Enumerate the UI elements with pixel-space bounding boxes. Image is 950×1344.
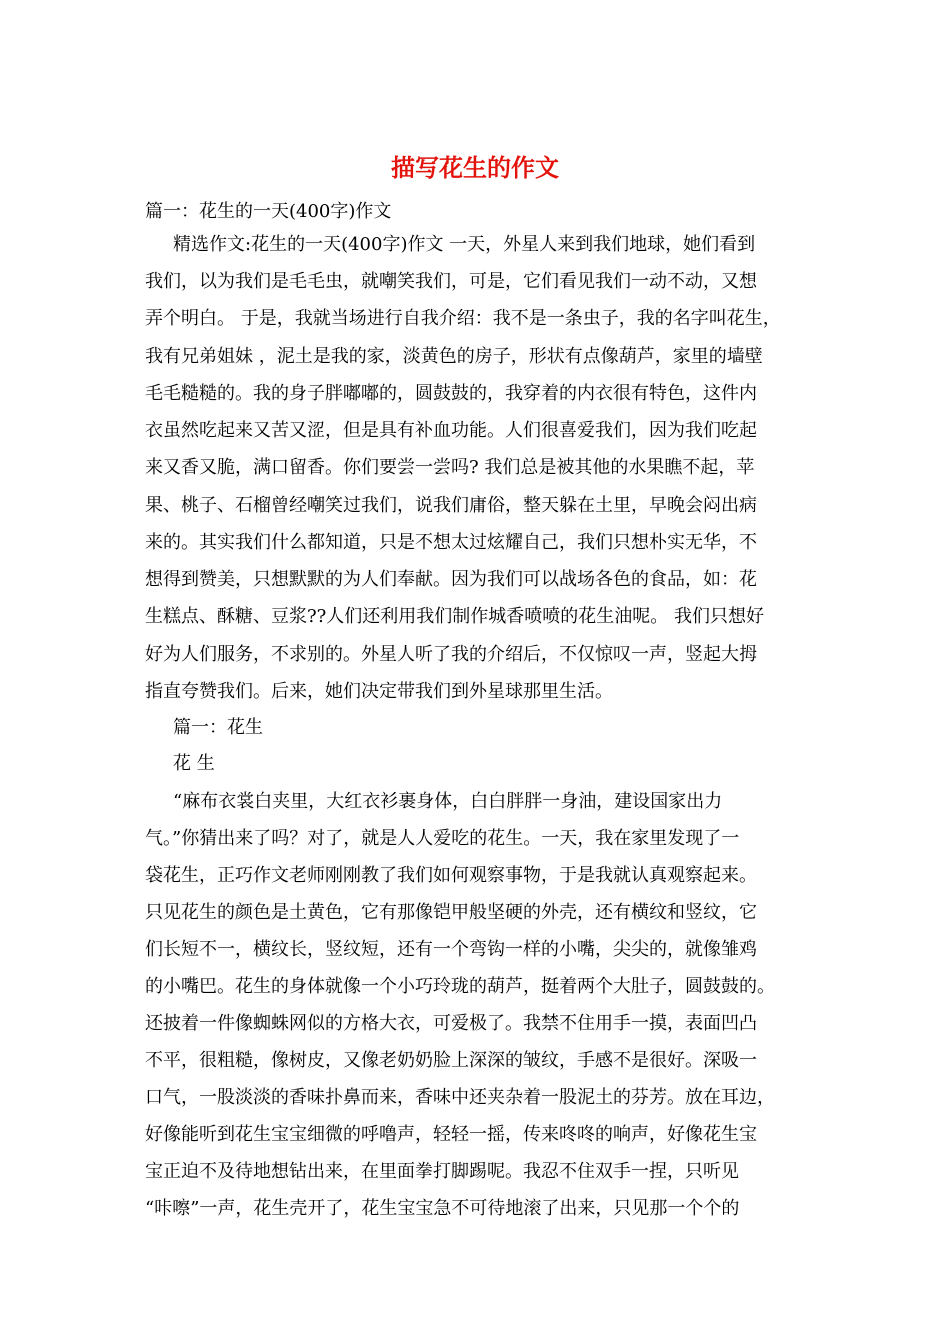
text-line-8: 来又香又脆，满口留香。你们要尝一尝吗? 我们总是被其他的水果瞧不起，苹 [145,457,755,478]
text-line-26: 好像能听到花生宝宝细微的呼噜声，轻轻一摇，传来咚咚的响声，好像花生宝 [145,1124,757,1145]
essay-title: 花 生 [173,753,215,774]
text-line-13: 好为人们服务，不求别的。外星人听了我的介绍后，不仅惊叹一声，竖起大拇 [145,644,757,665]
text-line-27: 宝正迫不及待地想钻出来，在里面拳打脚踢呢。我忍不住双手一捏，只听见 [145,1161,739,1182]
text-line-22: 的小嘴巴。花生的身体就像一个小巧玲珑的葫芦，挺着两个大肚子，圆鼓鼓的。 [145,976,775,997]
text-line-17: “麻布衣裳白夹里，大红衣衫裹身体，白白胖胖一身油，建设国家出力 [173,791,723,812]
text-line-20: 只见花生的颜色是土黄色，它有那像铠甲般坚硬的外壳，还有横纹和竖纹，它 [145,902,757,923]
text-line-25: 口气，一股淡淡的香味扑鼻而来，香味中还夹杂着一股泥土的芬芳。放在耳边， [145,1087,775,1108]
text-line-21: 们长短不一，横纹长，竖纹短，还有一个弯钩一样的小嘴，尖尖的，就像雏鸡 [145,939,757,960]
document-title: 描写花生的作文 [391,153,559,182]
text-line-28: “咔嚓”一声，花生壳开了，花生宝宝急不可待地滚了出来，只见那一个个的 [145,1198,740,1219]
text-line-5: 我有兄弟姐妹 ，泥土是我的家，淡黄色的房子，形状有点像葫芦，家里的墙壁 [145,346,763,367]
text-line-10: 来的。其实我们什么都知道，只是不想太过炫耀自己，我们只想朴实无华，不 [145,532,757,553]
text-line-9: 果、桃子、石榴曾经嘲笑过我们，说我们庸俗，整天躲在土里，早晚会闷出病 [145,495,757,516]
text-line-1: 篇一：花生的一天(400字)作文 [145,201,392,222]
text-line-11: 想得到赞美，只想默默的为人们奉献。因为我们可以战场各色的食品，如：花 [145,569,757,590]
text-line-3: 我们，以为我们是毛毛虫，就嘲笑我们，可是，它们看见我们一动不动，又想 [145,271,757,292]
text-line-23: 还披着一件像蜘蛛网似的方格大衣，可爱极了。我禁不住用手一摸，表面凹凸 [145,1013,757,1034]
text-line-4: 弄个明白。 于是，我就当场进行自我介绍：我不是一条虫子，我的名字叫花生， [145,308,781,329]
text-line-12: 生糕点、酥糖、豆浆??人们还利用我们制作城香喷喷的花生油呢。 我们只想好 [145,606,765,627]
text-line-19: 袋花生，正巧作文老师刚刚教了我们如何观察事物，于是我就认真观察起来。 [145,865,757,886]
text-line-2: 精选作文:花生的一天(400字)作文 一天，外星人来到我们地球，她们看到 [173,234,756,255]
text-line-18: 气。”你猜出来了吗？对了，就是人人爱吃的花生。一天，我在家里发现了一 [145,828,740,849]
text-line-24: 不平，很粗糙，像树皮，又像老奶奶脸上深深的皱纹，手感不是很好。深吸一 [145,1050,757,1071]
text-line-14: 指直夸赞我们。后来，她们决定带我们到外星球那里生活。 [145,681,613,702]
section-heading: 篇一：花生 [173,717,263,738]
text-line-6: 毛毛糙糙的。我的身子胖嘟嘟的，圆鼓鼓的，我穿着的内衣很有特色，这件内 [145,383,757,404]
text-line-7: 衣虽然吃起来又苦又涩，但是具有补血功能。人们很喜爱我们，因为我们吃起 [145,420,757,441]
